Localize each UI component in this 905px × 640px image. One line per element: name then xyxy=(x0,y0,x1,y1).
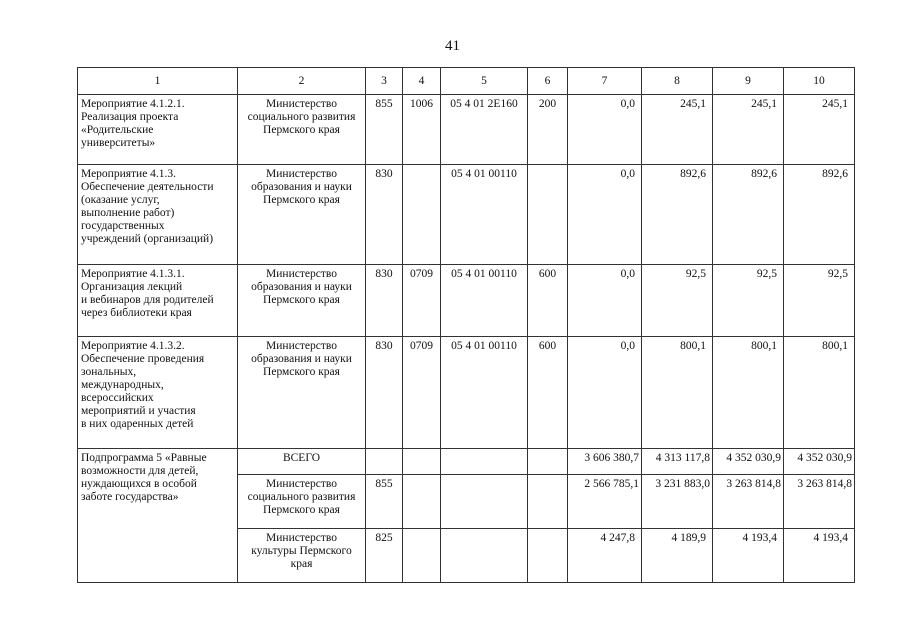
value-cell: 892,6 xyxy=(713,165,784,265)
column-header: 3 xyxy=(366,68,403,95)
section-cell: 0709 xyxy=(403,265,441,337)
column-header: 5 xyxy=(441,68,528,95)
page-number: 41 xyxy=(445,38,460,54)
value-cell: 3 263 814,8 xyxy=(784,475,855,529)
value-cell: 800,1 xyxy=(642,337,713,449)
budget-table xyxy=(77,67,855,583)
csr-cell xyxy=(441,529,528,583)
value-cell: 92,5 xyxy=(713,265,784,337)
value-cell: 0,0 xyxy=(568,95,642,165)
executor-cell: Министерство образования и науки Пермского края xyxy=(238,165,366,265)
value-cell: 0,0 xyxy=(568,337,642,449)
executor-cell: Министерство образования и науки Пермского края xyxy=(238,337,366,449)
executor-cell: ВСЕГО xyxy=(238,449,366,475)
measure-name: Мероприятие 4.1.3.1. Организация лекций и вебинаров для родителей через библиотеки края xyxy=(78,265,238,337)
column-header: 1 xyxy=(78,68,238,95)
csr-cell: 05 4 01 00110 xyxy=(441,265,528,337)
csr-cell: 05 4 01 2Е160 xyxy=(441,95,528,165)
grbs-cell: 830 xyxy=(366,265,403,337)
executor-cell: Министерство культуры Пермского края xyxy=(238,529,366,583)
section-cell xyxy=(403,475,441,529)
value-cell: 4 352 030,9 xyxy=(784,449,855,475)
column-header: 2 xyxy=(238,68,366,95)
value-cell: 0,0 xyxy=(568,265,642,337)
grbs-cell: 825 xyxy=(366,529,403,583)
table-row xyxy=(78,95,855,165)
value-cell: 800,1 xyxy=(713,337,784,449)
subprogram-name: Подпрограмма 5 «Равные возможности для детей, нуждающихся в особой заботе государства» xyxy=(78,449,238,583)
value-cell: 892,6 xyxy=(784,165,855,265)
table-row xyxy=(78,265,855,337)
executor-cell: Министерство социального развития Пермского края xyxy=(238,475,366,529)
grbs-cell: 855 xyxy=(366,95,403,165)
measure-name: Мероприятие 4.1.3.2. Обеспечение проведения зональных, международных, всероссийских мероприятий и участия в них одаренных детей xyxy=(78,337,238,449)
executor-cell: Министерство социального развития Пермского края xyxy=(238,95,366,165)
grbs-cell: 830 xyxy=(366,337,403,449)
value-cell: 245,1 xyxy=(713,95,784,165)
value-cell: 2 566 785,1 xyxy=(568,475,642,529)
csr-cell: 05 4 01 00110 xyxy=(441,337,528,449)
section-cell: 1006 xyxy=(403,95,441,165)
value-cell: 892,6 xyxy=(642,165,713,265)
csr-cell xyxy=(441,475,528,529)
column-header: 10 xyxy=(784,68,855,95)
grbs-cell xyxy=(366,449,403,475)
vr-cell xyxy=(528,529,568,583)
value-cell: 4 189,9 xyxy=(642,529,713,583)
csr-cell: 05 4 01 00110 xyxy=(441,165,528,265)
measure-name: Мероприятие 4.1.2.1. Реализация проекта «Родительские университеты» xyxy=(78,95,238,165)
value-cell: 3 606 380,7 xyxy=(568,449,642,475)
table-header-row xyxy=(78,68,855,95)
value-cell: 4 193,4 xyxy=(784,529,855,583)
column-header: 4 xyxy=(403,68,441,95)
section-cell xyxy=(403,529,441,583)
value-cell: 4 193,4 xyxy=(713,529,784,583)
value-cell: 0,0 xyxy=(568,165,642,265)
column-header: 6 xyxy=(528,68,568,95)
vr-cell xyxy=(528,475,568,529)
measure-name: Мероприятие 4.1.3. Обеспечение деятельности (оказание услуг, выполнение работ) государственных учреждений (организаций) xyxy=(78,165,238,265)
csr-cell xyxy=(441,449,528,475)
vr-cell: 600 xyxy=(528,265,568,337)
table-row xyxy=(78,165,855,265)
value-cell: 4 313 117,8 xyxy=(642,449,713,475)
column-header: 9 xyxy=(713,68,784,95)
section-cell xyxy=(403,449,441,475)
value-cell: 800,1 xyxy=(784,337,855,449)
table-row xyxy=(78,337,855,449)
grbs-cell: 855 xyxy=(366,475,403,529)
section-cell: 0709 xyxy=(403,337,441,449)
value-cell: 4 352 030,9 xyxy=(713,449,784,475)
section-cell xyxy=(403,165,441,265)
value-cell: 92,5 xyxy=(784,265,855,337)
grbs-cell: 830 xyxy=(366,165,403,265)
vr-cell: 200 xyxy=(528,95,568,165)
executor-cell: Министерство образования и науки Пермского края xyxy=(238,265,366,337)
value-cell: 245,1 xyxy=(784,95,855,165)
value-cell: 92,5 xyxy=(642,265,713,337)
table-row xyxy=(78,449,855,475)
column-header: 7 xyxy=(568,68,642,95)
vr-cell: 600 xyxy=(528,337,568,449)
value-cell: 245,1 xyxy=(642,95,713,165)
value-cell: 4 247,8 xyxy=(568,529,642,583)
value-cell: 3 263 814,8 xyxy=(713,475,784,529)
column-header: 8 xyxy=(642,68,713,95)
vr-cell xyxy=(528,449,568,475)
vr-cell xyxy=(528,165,568,265)
value-cell: 3 231 883,0 xyxy=(642,475,713,529)
